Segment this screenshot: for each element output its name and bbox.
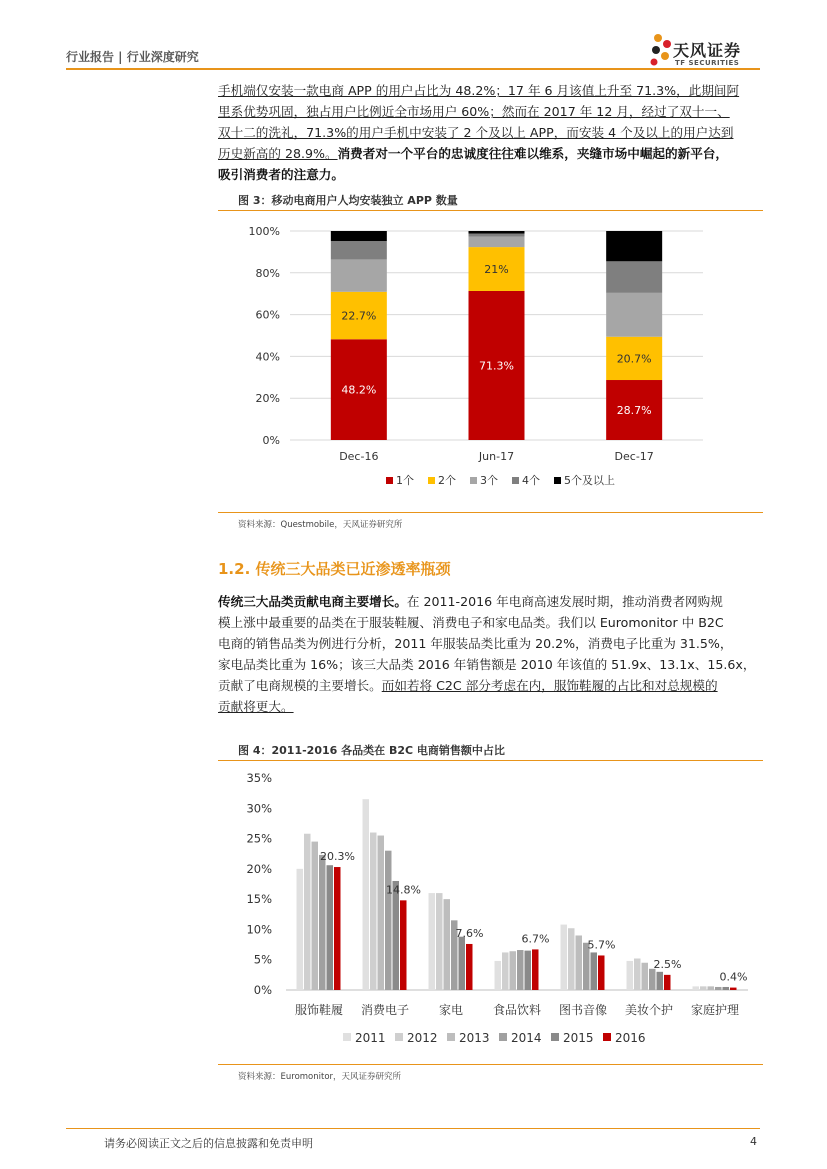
data-label: 71.3% — [479, 359, 514, 373]
figure-3-top-rule — [218, 210, 763, 211]
figure-3-source: 资料来源：Questmobile，天风证券研究所 — [238, 520, 403, 530]
figure-4-top-rule — [218, 760, 763, 761]
x-tick-label: 服饰鞋履 — [294, 1003, 344, 1017]
bar-2011 — [429, 893, 436, 990]
legend-swatch — [386, 477, 393, 484]
text-span: 贡献了电商规模的主要增长。 — [218, 678, 382, 693]
x-tick-label: 食品饮料 — [492, 1003, 542, 1017]
bar-2011 — [495, 961, 502, 990]
logo-dot-icon — [652, 46, 660, 54]
text-line — [218, 143, 763, 164]
legend-swatch — [499, 1033, 507, 1041]
legend-swatch — [512, 477, 519, 484]
legend-label: 2014 — [511, 1031, 542, 1045]
data-label: 28.7% — [616, 404, 652, 418]
figure-4-source: 资料来源：Euromonitor，天风证券研究所 — [238, 1072, 402, 1082]
bar-segment-5 — [606, 231, 662, 261]
legend-swatch — [395, 1033, 403, 1041]
x-tick-label: 家庭护理 — [690, 1003, 740, 1017]
bar-segment-4 — [469, 234, 525, 237]
bar-2016 — [730, 988, 737, 990]
data-label: 0.4% — [719, 970, 748, 984]
text-line: 双十二的洗礼，71.3%的用户手机中安装了 2 个及以上 APP，而安装 4 个及以上的用户达到 — [218, 125, 734, 140]
bar-segment-4 — [606, 261, 662, 293]
y-tick-label: 10% — [246, 922, 272, 937]
text-line: 里系优势巩固，独占用户比例近全市场用户 60%；然而在 2017 年 12 月，经过了双十一、 — [218, 104, 730, 119]
text-bold-span: 吸引消费者的注意力。 — [218, 167, 344, 182]
bar-2015 — [459, 937, 466, 990]
legend-label: 2013 — [459, 1031, 490, 1045]
data-label: 7.6% — [455, 926, 484, 940]
text-line: 家电品类比重为 16%；该三大品类 2016 年销售额是 2010 年该值的 51.9x、13.1x、15.6x， — [218, 657, 756, 672]
bar-2013 — [708, 986, 715, 990]
data-label: 21% — [484, 263, 509, 277]
data-label: 2.5% — [653, 957, 682, 971]
bar-2011 — [561, 925, 568, 990]
bar-2012 — [700, 986, 707, 990]
y-tick-label: 40% — [255, 350, 280, 364]
bar-2013 — [312, 842, 319, 990]
bar-2016 — [598, 955, 605, 990]
bar-segment-5 — [469, 231, 525, 234]
legend-label: 2个 — [438, 474, 456, 487]
legend-label: 3个 — [480, 474, 498, 487]
x-tick-label: 家电 — [438, 1003, 464, 1017]
legend-swatch — [603, 1033, 611, 1041]
bar-2016 — [664, 975, 671, 990]
x-tick-label: Dec-16 — [339, 450, 379, 463]
bar-segment-5 — [331, 231, 387, 241]
text-line — [218, 164, 763, 185]
legend-label: 2012 — [407, 1031, 438, 1045]
data-label: 6.7% — [521, 932, 550, 946]
bar-2014 — [649, 969, 656, 990]
bar-2014 — [385, 851, 392, 990]
text-span: 历史新高的 28.9%。 — [218, 146, 338, 161]
bar-2016 — [532, 949, 539, 990]
legend-label: 4个 — [522, 474, 540, 487]
data-label: 5.7% — [587, 938, 616, 952]
bar-segment-4 — [331, 241, 387, 259]
bar-2011 — [693, 986, 700, 990]
y-tick-label: 25% — [246, 831, 272, 846]
bar-2016 — [466, 944, 473, 990]
y-tick-label: 15% — [246, 892, 272, 907]
legend-swatch — [470, 477, 477, 484]
x-tick-label: Dec-17 — [614, 450, 654, 463]
bar-2015 — [657, 972, 664, 990]
bar-2012 — [304, 834, 311, 990]
bar-2011 — [627, 961, 634, 990]
logo-english-name: TF SECURITIES — [675, 59, 740, 67]
bar-2011 — [363, 799, 370, 990]
y-tick-label: 35% — [246, 771, 272, 785]
legend-label: 2011 — [355, 1031, 386, 1045]
x-tick-label: Jun-17 — [478, 450, 515, 463]
bar-2013 — [378, 836, 385, 990]
chart-app-install-count — [218, 212, 763, 512]
text-line: 模上涨中最重要的品类在于服装鞋履、消费电子和家电品类。我们以 Euromonitor 中 B2C — [218, 615, 724, 630]
data-label: 20.7% — [616, 352, 652, 366]
bar-2015 — [723, 987, 730, 990]
text-bold-span: 消费者对一个平台的忠诚度往往难以维系，夹缝市场中崛起的新平台， — [337, 146, 728, 161]
logo-dot-icon — [661, 52, 669, 60]
bar-2016 — [334, 867, 341, 990]
bar-2012 — [634, 959, 641, 990]
bar-2012 — [370, 833, 377, 990]
bar-2013 — [642, 963, 649, 990]
bar-2015 — [591, 952, 598, 990]
bar-2015 — [393, 881, 400, 990]
bar-segment-3 — [606, 293, 662, 337]
y-tick-label: 60% — [255, 308, 280, 322]
bar-segment-3 — [469, 237, 525, 247]
bar-2013 — [444, 899, 451, 990]
section-title: 1.2. 传统三大品类已近渗透率瓶颈 — [218, 560, 451, 578]
legend-label: 2016 — [615, 1031, 646, 1045]
bar-2012 — [502, 952, 509, 990]
text-line — [218, 675, 763, 696]
bar-2015 — [525, 951, 532, 990]
footer-disclaimer: 请务必阅读正文之后的信息披露和免责申明 — [104, 1137, 313, 1150]
legend-label: 1个 — [396, 474, 414, 487]
bar-2011 — [297, 869, 304, 990]
data-label: 22.7% — [341, 309, 377, 323]
text-span: 在 2011-2016 年电商高速发展时期，推动消费者网购规 — [406, 594, 723, 609]
legend-label: 5个及以上 — [564, 474, 615, 487]
legend-swatch — [447, 1033, 455, 1041]
bar-2014 — [517, 950, 524, 990]
paragraph-app-installs — [218, 80, 763, 185]
figure-4-title: 图 4：2011-2016 各品类在 B2C 电商销售额中占比 — [238, 744, 505, 757]
bar-2014 — [715, 987, 722, 990]
text-line: 贡献将更大。 — [218, 699, 294, 714]
y-tick-label: 80% — [255, 266, 280, 280]
data-label: 20.3% — [320, 850, 355, 864]
figure-3-bottom-rule — [218, 512, 763, 513]
logo-chinese-name: 天风证券 — [673, 41, 742, 60]
y-tick-label: 30% — [246, 801, 272, 816]
y-tick-label: 100% — [248, 225, 280, 238]
chart-category-share — [218, 762, 763, 1062]
bar-segment-3 — [331, 259, 387, 291]
page-number: 4 — [750, 1135, 757, 1148]
text-span: 而如若将 C2C 部分考虑在内，服饰鞋履的占比和对总规模的 — [381, 678, 718, 693]
y-tick-label: 0% — [262, 434, 280, 447]
data-label: 14.8% — [386, 883, 421, 897]
y-tick-label: 5% — [253, 952, 272, 967]
legend-label: 2015 — [563, 1031, 594, 1045]
bar-2016 — [400, 900, 407, 990]
bar-2012 — [568, 928, 575, 990]
text-bold-span: 传统三大品类贡献电商主要增长。 — [218, 594, 407, 609]
footer-rule — [66, 1128, 760, 1129]
bar-2015 — [327, 865, 334, 990]
logo-dot-icon — [663, 40, 671, 48]
bar-2013 — [576, 935, 583, 990]
bar-2012 — [436, 893, 443, 990]
x-tick-label: 美妆个护 — [624, 1003, 674, 1017]
data-label: 48.2% — [341, 383, 377, 397]
text-line: 电商的销售品类为例进行分析，2011 年服装品类比重为 20.2%，消费电子比重为 31.5%， — [218, 636, 733, 651]
legend-swatch — [343, 1033, 351, 1041]
figure-4-bottom-rule — [218, 1064, 763, 1065]
legend-swatch — [554, 477, 561, 484]
figure-3-title: 图 3：移动电商用户人均安装独立 APP 数量 — [238, 194, 458, 207]
y-tick-label: 20% — [255, 392, 280, 406]
legend-swatch — [428, 477, 435, 484]
y-tick-label: 20% — [246, 861, 272, 876]
paragraph-three-categories — [218, 591, 763, 717]
bar-2014 — [319, 855, 326, 990]
x-tick-label: 消费电子 — [360, 1003, 410, 1017]
text-line — [218, 591, 763, 612]
logo-dot-icon — [654, 34, 662, 42]
text-line: 手机端仅安装一款电商 APP 的用户占比为 48.2%；17 年 6 月该值上升至 71.3%，此期间阿 — [218, 83, 740, 98]
legend-swatch — [551, 1033, 559, 1041]
x-tick-label: 图书音像 — [558, 1003, 608, 1017]
logo-dot-icon — [651, 59, 658, 66]
bar-2013 — [510, 951, 517, 990]
report-category: 行业报告 | 行业深度研究 — [66, 50, 199, 64]
y-tick-label: 0% — [253, 983, 272, 997]
